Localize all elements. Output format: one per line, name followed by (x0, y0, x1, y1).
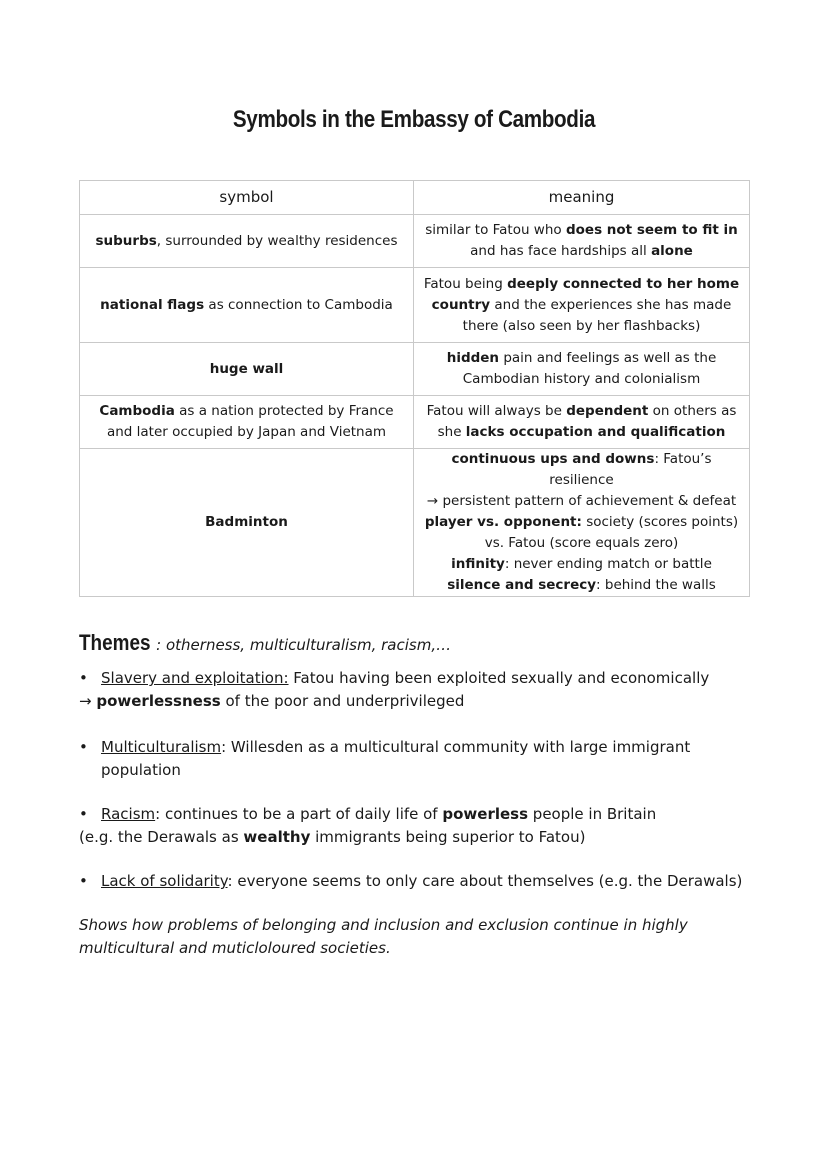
bullet-icon: • (79, 872, 88, 890)
table-row (80, 343, 750, 396)
table-row (80, 396, 750, 449)
meaning-cell: Fatou being deeply connected to her home country and the experiences she has made there (also seen by her flashbacks) (414, 268, 750, 343)
themes-heading (79, 630, 451, 656)
themes-title: Themes (79, 630, 151, 655)
symbol-cell: suburbs, surrounded by wealthy residences (80, 215, 414, 268)
symbol-cell: huge wall (80, 343, 414, 396)
themes-subtitle: : otherness, multiculturalism, racism,… (156, 636, 452, 654)
bullet-icon: • (79, 738, 88, 756)
theme-item-multiculturalism: • Multiculturalism: Willesden as a multicultural community with large immigrant population (79, 738, 691, 779)
column-header-meaning: meaning (414, 181, 750, 215)
page-title: Symbols in the Embassy of Cambodia (232, 106, 596, 133)
theme-item-slavery: • Slavery and exploitation: Fatou having been exploited sexually and economically → powerlessness of the poor and underprivileged (79, 669, 710, 710)
theme-item-racism: • Racism: continues to be a part of daily life of powerless people in Britain (e.g. the Derawals as wealthy immigrants being superior to Fatou) (79, 805, 657, 846)
meaning-cell: Fatou will always be dependent on others as she lacks occupation and qualification (414, 396, 750, 449)
table-row (80, 449, 750, 597)
symbols-table (79, 180, 750, 597)
symbol-cell: Badminton (80, 449, 414, 597)
bullet-icon: • (79, 805, 88, 823)
table-row (80, 268, 750, 343)
meaning-cell: continuous ups and downs: Fatou’s resilience → persistent pattern of achievement & defeat player vs. opponent: society (scores points) vs. Fatou (score equals zero) infinity: never ending match or battle silence and secrecy: behind the walls (414, 449, 750, 597)
column-header-symbol: symbol (80, 181, 414, 215)
bullet-icon: • (79, 669, 88, 687)
theme-item-solidarity: • Lack of solidarity: everyone seems to only care about themselves (e.g. the Derawals) (79, 870, 759, 893)
closing-remark: Shows how problems of belonging and inclusion and exclusion continue in highly multicultural and muticloloured societies. (79, 916, 688, 957)
table-header-row (80, 181, 750, 215)
meaning-cell: hidden pain and feelings as well as the Cambodian history and colonialism (414, 343, 750, 396)
meaning-cell: similar to Fatou who does not seem to fit in and has face hardships all alone (414, 215, 750, 268)
table-row (80, 215, 750, 268)
symbol-cell: Cambodia as a nation protected by France and later occupied by Japan and Vietnam (80, 396, 414, 449)
symbol-cell: national flags as connection to Cambodia (80, 268, 414, 343)
